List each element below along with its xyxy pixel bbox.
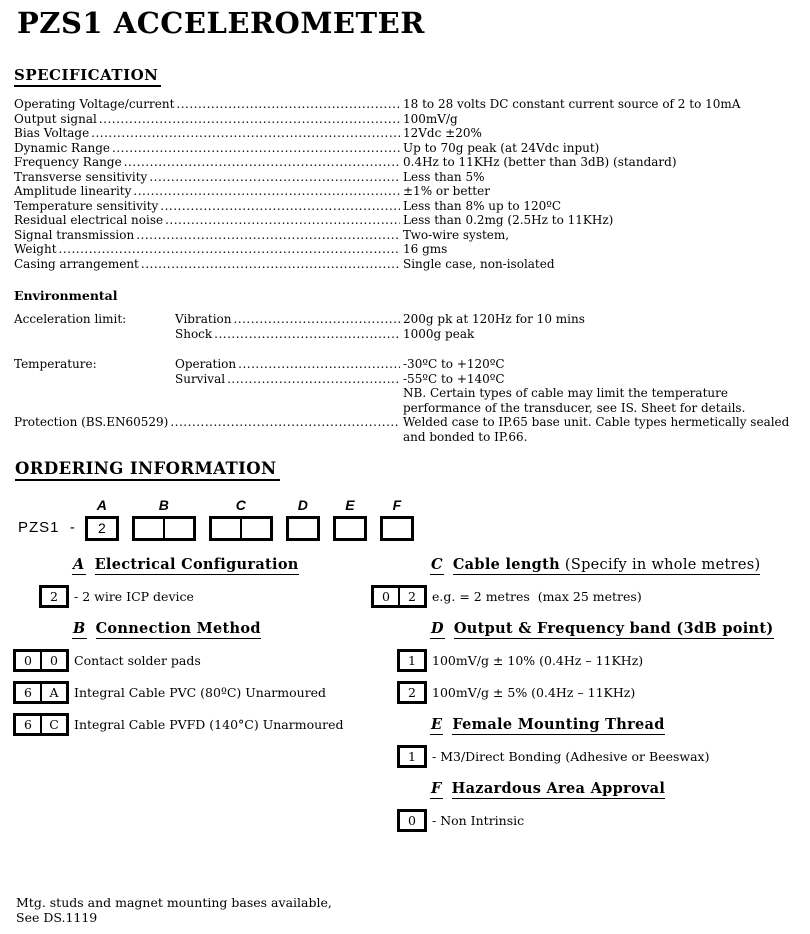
spec-row-dots bbox=[149, 170, 400, 185]
env-row-value: -30ºC to +120ºC bbox=[403, 357, 505, 371]
order-option-box bbox=[397, 649, 427, 672]
spec-row bbox=[14, 112, 800, 127]
env-row-dots bbox=[233, 312, 400, 327]
env-row-label: Protection (BS.EN60529) bbox=[14, 415, 169, 429]
order-slot-cell: 2 bbox=[97, 520, 106, 536]
order-option-cell: 1 bbox=[408, 653, 416, 668]
order-section-heading bbox=[72, 556, 371, 575]
order-option-text: - Non Intrinsic bbox=[432, 813, 525, 828]
order-option-text: - M3/Direct Bonding (Adhesive or Beeswax) bbox=[432, 749, 710, 764]
spec-row-dots bbox=[59, 242, 400, 257]
spec-row bbox=[14, 213, 800, 228]
ordering-column-right bbox=[371, 556, 803, 841]
env-row bbox=[14, 415, 800, 444]
order-slot-cell bbox=[383, 519, 411, 538]
order-slot-box bbox=[286, 516, 320, 541]
spec-row bbox=[14, 242, 800, 257]
spec-row-label: Bias Voltage bbox=[14, 126, 90, 140]
order-section-heading bbox=[430, 716, 803, 735]
order-code-prefix: PZS1 - bbox=[18, 519, 76, 536]
order-slot bbox=[380, 497, 414, 541]
order-option-cell: 6 bbox=[24, 685, 32, 700]
env-row-value: 1000g peak bbox=[403, 326, 475, 341]
spec-row-label: Casing arrangement bbox=[14, 256, 139, 271]
env-row-value-line: Welded case to IP.65 base unit. Cable types hermetically sealed bbox=[403, 415, 790, 429]
spec-row-value: Single case, non-isolated bbox=[403, 256, 555, 271]
env-row-value: NB. Certain types of cable may limit the temperature bbox=[403, 386, 728, 400]
env-row-dots bbox=[227, 372, 400, 387]
order-slot bbox=[209, 497, 273, 541]
order-slot-box bbox=[85, 516, 119, 541]
order-section-heading bbox=[430, 780, 803, 799]
spec-row-value: Up to 70g peak (at 24Vdc input) bbox=[403, 140, 600, 155]
spec-row-label: Weight bbox=[14, 242, 57, 256]
env-row-mid bbox=[175, 312, 403, 327]
order-slot-letter: C bbox=[235, 497, 246, 513]
order-slot-cell bbox=[240, 519, 270, 538]
env-row-label: Acceleration limit: bbox=[14, 312, 127, 326]
order-option-boxes bbox=[371, 745, 427, 768]
page-title: PZS1 ACCELEROMETER bbox=[17, 6, 425, 40]
env-row-sublabel: Vibration bbox=[175, 312, 232, 326]
env-row-value-line: and bonded to IP.66. bbox=[403, 429, 528, 444]
order-slot bbox=[132, 497, 196, 541]
specification-section bbox=[14, 66, 161, 87]
order-section-title: Connection Method bbox=[95, 620, 261, 637]
order-slot-letter: F bbox=[392, 497, 402, 513]
spec-row bbox=[14, 126, 800, 141]
env-row-value bbox=[403, 415, 800, 444]
env-row-sublabel: Shock bbox=[175, 326, 213, 341]
order-option-cell: 0 bbox=[24, 653, 32, 668]
env-row bbox=[14, 312, 800, 327]
env-row bbox=[14, 372, 800, 387]
environmental-heading: Environmental bbox=[14, 288, 118, 303]
ordering-column-left bbox=[13, 556, 371, 841]
order-slot bbox=[286, 497, 320, 541]
order-slot-letter: B bbox=[158, 497, 169, 513]
order-section-letter: F bbox=[431, 780, 442, 797]
order-option-box bbox=[13, 649, 69, 672]
order-option-cell: A bbox=[40, 684, 66, 701]
order-option-box bbox=[397, 809, 427, 832]
order-slot-cell bbox=[289, 519, 317, 538]
order-section-letter: E bbox=[431, 716, 443, 733]
order-slot-cell bbox=[336, 519, 364, 538]
env-row-dots bbox=[214, 327, 400, 342]
spec-row-value: 16 gms bbox=[403, 242, 448, 256]
spec-row-label: Amplitude linearity bbox=[14, 184, 132, 198]
env-row-value: -55ºC to +140ºC bbox=[403, 371, 505, 386]
order-slot-box bbox=[132, 516, 196, 541]
specification-rows bbox=[14, 97, 800, 271]
order-option-boxes bbox=[13, 649, 69, 672]
spec-row bbox=[14, 257, 800, 272]
order-option-row bbox=[371, 809, 803, 832]
spec-row-dots bbox=[99, 112, 400, 127]
order-option-text: 100mV/g ± 10% (0.4Hz – 11KHz) bbox=[432, 653, 644, 668]
order-option-row bbox=[371, 745, 803, 768]
env-row-mid bbox=[175, 327, 403, 342]
spec-row-dots bbox=[112, 141, 400, 156]
order-option-text: - 2 wire ICP device bbox=[74, 589, 194, 604]
env-row-label: Temperature: bbox=[14, 357, 97, 371]
order-section-letter: A bbox=[73, 556, 85, 573]
ordering-section bbox=[15, 459, 280, 481]
spec-row-label: Transverse sensitivity bbox=[14, 169, 148, 184]
order-option-row bbox=[371, 585, 803, 608]
footer-note-line: Mtg. studs and magnet mounting bases available, bbox=[16, 895, 332, 910]
spec-row-label: Temperature sensitivity bbox=[14, 198, 159, 213]
order-slot bbox=[85, 497, 119, 541]
spec-row-label: Output signal bbox=[14, 111, 97, 126]
spec-row-dots bbox=[141, 257, 400, 272]
order-section-heading bbox=[430, 556, 803, 575]
spec-row bbox=[14, 141, 800, 156]
spec-row-dots bbox=[133, 184, 400, 199]
order-option-box bbox=[397, 745, 427, 768]
order-section-title: Cable length bbox=[452, 556, 560, 573]
spec-row-value: 18 to 28 volts DC constant current source of 2 to 10mA bbox=[403, 97, 741, 111]
order-option-row bbox=[371, 681, 803, 704]
order-slot-box bbox=[380, 516, 414, 541]
order-slot-box bbox=[209, 516, 273, 541]
spec-row-label: Frequency Range bbox=[14, 155, 122, 169]
spec-row-dots bbox=[91, 126, 400, 141]
order-slot-letter: D bbox=[297, 497, 308, 513]
order-option-row bbox=[13, 585, 371, 608]
order-section-heading bbox=[72, 620, 371, 639]
order-option-cell: 0 bbox=[382, 589, 390, 604]
order-option-cell: 6 bbox=[24, 717, 32, 732]
env-row bbox=[14, 386, 800, 401]
order-option-row bbox=[13, 681, 371, 704]
env-row bbox=[14, 327, 800, 342]
environmental-rows bbox=[14, 312, 800, 444]
env-row-spacer bbox=[14, 341, 800, 357]
spec-row-label: Dynamic Range bbox=[14, 140, 111, 155]
spec-row-label: Operating Voltage/current bbox=[14, 97, 175, 111]
order-section-letter: B bbox=[73, 620, 86, 637]
order-code-slots bbox=[85, 497, 414, 541]
order-option-cell: 2 bbox=[408, 685, 416, 700]
footer-note bbox=[16, 895, 332, 925]
order-option-boxes bbox=[13, 681, 69, 704]
order-option-cell: C bbox=[40, 716, 66, 733]
order-slot-letter: E bbox=[345, 497, 355, 513]
order-option-boxes bbox=[371, 681, 427, 704]
spec-row-dots bbox=[165, 213, 400, 228]
order-slot-cell bbox=[212, 519, 240, 538]
order-option-text: Integral Cable PVC (80ºC) Unarmoured bbox=[74, 685, 327, 700]
order-section-letter: D bbox=[431, 620, 444, 637]
order-option-cell: 2 bbox=[398, 588, 424, 605]
spec-row bbox=[14, 184, 800, 199]
spec-row-dots bbox=[176, 97, 400, 112]
order-option-text: 100mV/g ± 5% (0.4Hz – 11KHz) bbox=[432, 685, 636, 700]
order-option-text: Integral Cable PVFD (140°C) Unarmoured bbox=[74, 717, 344, 732]
spec-row bbox=[14, 97, 800, 112]
order-option-boxes bbox=[371, 809, 427, 832]
env-row bbox=[14, 401, 800, 416]
order-slot-cell bbox=[163, 519, 193, 538]
order-slot bbox=[333, 497, 367, 541]
order-option-row bbox=[13, 649, 371, 672]
spec-row-label: Signal transmission bbox=[14, 227, 135, 242]
spec-row-value: 0.4Hz to 11KHz (better than 3dB) (standard) bbox=[403, 155, 677, 169]
order-option-row bbox=[371, 649, 803, 672]
order-slot-cell bbox=[135, 519, 163, 538]
spec-row-value: ±1% or better bbox=[403, 184, 490, 198]
spec-row-label: Residual electrical noise bbox=[14, 213, 164, 227]
order-section-title: Electrical Configuration bbox=[94, 556, 299, 573]
order-slot-box bbox=[333, 516, 367, 541]
env-row-value: performance of the transducer, see IS. Sheet for details. bbox=[403, 400, 746, 415]
order-option-boxes bbox=[13, 713, 69, 736]
order-section-letter: C bbox=[431, 556, 443, 573]
spec-row-dots bbox=[124, 155, 400, 170]
spec-row-value: Less than 0.2mg (2.5Hz to 11KHz) bbox=[403, 213, 614, 227]
order-option-box bbox=[39, 585, 69, 608]
spec-row-value: Less than 8% up to 120ºC bbox=[403, 198, 562, 213]
order-code-diagram bbox=[18, 497, 414, 541]
order-option-cell: 0 bbox=[408, 813, 416, 828]
spec-row-value: 12Vdc ±20% bbox=[403, 126, 482, 140]
env-row-sublabel: Survival bbox=[175, 371, 226, 386]
spec-row-value: 100mV/g bbox=[403, 111, 458, 126]
env-row-dots bbox=[238, 357, 400, 372]
ordering-heading: ORDERING INFORMATION bbox=[15, 459, 280, 481]
order-option-cell: 0 bbox=[40, 652, 66, 669]
spec-row bbox=[14, 199, 800, 214]
env-row bbox=[14, 357, 800, 372]
order-option-row bbox=[13, 713, 371, 736]
order-option-boxes bbox=[371, 585, 427, 608]
order-option-boxes bbox=[371, 649, 427, 672]
spec-row bbox=[14, 155, 800, 170]
order-option-text: Contact solder pads bbox=[74, 653, 201, 668]
order-slot-letter: A bbox=[96, 497, 107, 513]
env-row-dots bbox=[170, 415, 400, 430]
order-option-box bbox=[397, 681, 427, 704]
order-option-cell: 2 bbox=[50, 589, 58, 604]
order-section-title: Female Mounting Thread bbox=[452, 716, 665, 733]
footer-note-line: See DS.1119 bbox=[16, 910, 98, 925]
spec-row-dots bbox=[160, 199, 400, 214]
spec-row bbox=[14, 228, 800, 243]
order-option-cell: 1 bbox=[408, 749, 416, 764]
order-section-heading bbox=[430, 620, 803, 639]
spec-row bbox=[14, 170, 800, 185]
specification-heading: SPECIFICATION bbox=[14, 66, 161, 87]
env-row-mid bbox=[175, 357, 403, 372]
order-option-boxes bbox=[13, 585, 69, 608]
order-option-box bbox=[13, 681, 69, 704]
order-option-box bbox=[13, 713, 69, 736]
order-option-text: e.g. = 2 metres (max 25 metres) bbox=[432, 589, 642, 604]
env-row-mid bbox=[175, 372, 403, 387]
ordering-columns bbox=[13, 556, 803, 841]
env-row-sublabel: Operation bbox=[175, 357, 237, 371]
spec-row-dots bbox=[136, 228, 400, 243]
order-option-box bbox=[371, 585, 427, 608]
order-section-title-suffix: (Specify in whole metres) bbox=[559, 557, 761, 573]
spec-row-value: Less than 5% bbox=[403, 169, 485, 184]
order-section-title: Hazardous Area Approval bbox=[451, 780, 666, 797]
env-row-value: 200g pk at 120Hz for 10 mins bbox=[403, 312, 585, 326]
spec-row-value: Two-wire system, bbox=[403, 227, 510, 242]
order-section-title: Output & Frequency band (3dB point) bbox=[453, 620, 774, 637]
